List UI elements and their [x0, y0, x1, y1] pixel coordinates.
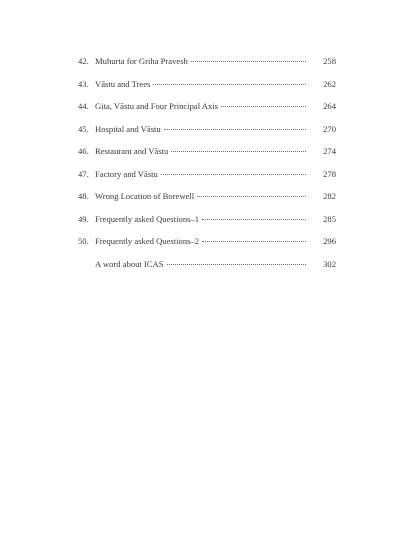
entry-page: 285 [323, 213, 336, 224]
toc-entry [78, 95, 336, 118]
entry-title: Frequently asked Questions–2 [95, 236, 200, 246]
entry-title: Frequently asked Questions–1 [95, 213, 200, 224]
entry-number: 46. [78, 146, 89, 156]
entry-number: 50. [78, 236, 89, 246]
entry-title: Hospital and Vāstu [95, 123, 161, 134]
entry-title: Muhurta for Griha Pravesh [95, 56, 188, 66]
dot-leader [167, 264, 306, 265]
entry-page: 302 [323, 258, 336, 269]
dot-leader [202, 241, 306, 242]
dot-leader [197, 196, 306, 197]
entry-title: Factory and Vāstu [95, 168, 158, 179]
entry-number: 48. [78, 191, 89, 201]
entry-title: Restaurant and Vāstu [95, 146, 169, 156]
entry-title: A word about ICAS [95, 258, 164, 269]
entry-number: 43. [78, 78, 89, 89]
entry-page: 264 [323, 101, 336, 111]
entry-page: 274 [323, 146, 336, 156]
entry-page: 258 [323, 56, 336, 66]
dot-leader [164, 129, 306, 130]
entry-page: 270 [323, 123, 336, 134]
toc-entry [78, 253, 336, 276]
toc-entry [78, 50, 336, 73]
toc-entry [78, 118, 336, 141]
toc-entry [78, 163, 336, 186]
entry-title: Wrong Location of Borewell [95, 191, 195, 201]
entry-number: 49. [78, 213, 89, 224]
dot-leader [221, 106, 306, 107]
dot-leader [171, 151, 306, 152]
entry-number: 47. [78, 168, 89, 179]
dot-leader [202, 219, 306, 220]
entry-number: 45. [78, 123, 89, 134]
dot-leader [191, 61, 306, 62]
entry-title: Gita, Vāstu and Four Principal Axis [95, 101, 219, 111]
dot-leader [153, 84, 306, 85]
entry-title: Vāstu and Trees [95, 78, 151, 89]
toc-entry [78, 208, 336, 231]
toc-entry [78, 73, 336, 96]
toc-entry [78, 140, 336, 163]
entry-page: 262 [323, 78, 336, 89]
entry-page: 282 [323, 191, 336, 201]
entry-page: 278 [323, 168, 336, 179]
toc-entry [78, 230, 336, 253]
table-of-contents [78, 50, 336, 275]
entry-number: 44. [78, 101, 89, 111]
toc-entry [78, 185, 336, 208]
dot-leader [161, 174, 306, 175]
entry-page: 296 [323, 236, 336, 246]
entry-number: 42. [78, 56, 89, 66]
